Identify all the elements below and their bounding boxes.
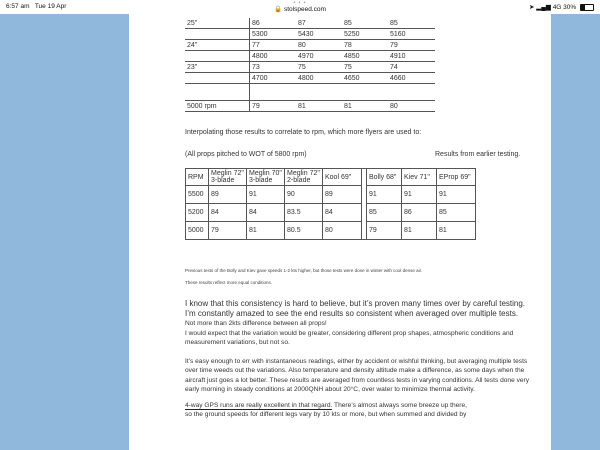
- table-cell: 86: [250, 18, 297, 29]
- table-row: [185, 18, 435, 29]
- table-row: [186, 204, 476, 222]
- earlier-results-note: [185, 150, 545, 159]
- table-cell: 91: [247, 186, 285, 204]
- table-header-cell: Meglin 72" 3-blade: [209, 169, 247, 186]
- table-cell: 85: [388, 18, 435, 29]
- table-cell: 84: [209, 204, 247, 222]
- status-right: [529, 3, 594, 11]
- location-icon: ➤: [529, 4, 535, 11]
- footnote-previous-tests: Previous tests of the Bolly and Kiev gave speeds 1-2 kts higher, but those tests were done in winter with cool dense air.: [185, 268, 423, 273]
- body-text-block: [185, 299, 537, 420]
- table-cell: [185, 73, 250, 84]
- table-cell: 81: [402, 222, 437, 240]
- table-cell: 86: [402, 204, 437, 222]
- footnote-equal-conditions: These results reflect more equal conditions.: [185, 280, 273, 285]
- table-row: [185, 29, 435, 40]
- table-cell: 77: [250, 40, 297, 51]
- prop-comparison-table: [185, 168, 476, 240]
- table-cell: [296, 84, 342, 101]
- table-cell: 84: [323, 204, 362, 222]
- table-cell: 79: [250, 101, 297, 112]
- paragraph-instantaneous: It’s easy enough to err with instantaneous readings, either by accident or wishful thinking, but averaging multiple tests over time weeds out the variations. Also temperature and density altitude make a difference, as some days when the aircraft just goes a lot better. These results are averaged from countless tests in varying conditions. All tests done very early morning in steady conditions at 2000QNH about 20°C, over water to minimize thermal activity.: [185, 357, 530, 393]
- table-row: [185, 40, 435, 51]
- table-cell: 4970: [296, 51, 342, 62]
- table-cell: 79: [367, 222, 402, 240]
- table-cell: 89: [323, 186, 362, 204]
- table-row: [185, 62, 435, 73]
- table-cell: 80: [296, 40, 342, 51]
- table-cell: [388, 84, 435, 101]
- paragraph-consistency: I know that this consistency is hard to believe, but it’s proven many times over by careful testing.: [185, 299, 526, 308]
- table-cell: 85: [437, 204, 476, 222]
- table-cell: 5250: [342, 29, 388, 40]
- table-header-cell: Meglin 72" 2-blade: [285, 169, 323, 186]
- table-cell: 5300: [250, 29, 297, 40]
- table-cell: 4700: [250, 73, 297, 84]
- table-cell: 75: [296, 62, 342, 73]
- paragraph-variation: I would expect that the variation would be greater, considering different prop shapes, atmospheric conditions and measurement variations, but not so.: [185, 329, 514, 346]
- table-cell: 80: [323, 222, 362, 240]
- table-cell: 5430: [296, 29, 342, 40]
- table-row: [185, 73, 435, 84]
- url-text: stolspeed.com: [283, 6, 326, 13]
- table-header-row: [186, 169, 476, 186]
- table-cell: 85: [367, 204, 402, 222]
- network-type: 4G: [552, 4, 562, 11]
- table-cell: [342, 84, 388, 101]
- article-page[interactable]: [129, 14, 551, 450]
- props-note: (All props pitched to WOT of 5800 rpm): [185, 151, 307, 158]
- table-header-cell: EProp 69": [437, 169, 476, 186]
- table-cell: 80: [388, 101, 435, 112]
- table-header-cell: Kiev 71": [402, 169, 437, 186]
- speed-table-top: [185, 18, 435, 112]
- table-header-cell: Bolly 68": [367, 169, 402, 186]
- table-cell: 83.5: [285, 204, 323, 222]
- table-cell: [185, 29, 250, 40]
- paragraph-amazed: I’m constantly amazed to see the end results so consistent when averaged over multiple tests.: [185, 309, 519, 318]
- table-cell: 4660: [388, 73, 435, 84]
- table-summary-row: [185, 101, 435, 112]
- table-cell: 4800: [250, 51, 297, 62]
- table-cell: 4910: [388, 51, 435, 62]
- table-cell: 81: [437, 222, 476, 240]
- table-cell: 85: [342, 18, 388, 29]
- table-header-cell: Kool 69": [323, 169, 362, 186]
- table-cell: 91: [402, 186, 437, 204]
- battery-percent: 30%: [563, 4, 577, 11]
- status-date: Tue 19 Apr: [34, 3, 67, 10]
- table-cell: 5000 rpm: [185, 101, 250, 112]
- table-row: [186, 222, 476, 240]
- table-cell: 75: [342, 62, 388, 73]
- table-row: [185, 51, 435, 62]
- url-bar[interactable]: [0, 5, 600, 13]
- battery-icon: [580, 4, 594, 11]
- table-cell: 5500: [186, 186, 209, 204]
- table-cell: [185, 51, 250, 62]
- multitask-dots[interactable]: • • •: [293, 0, 307, 6]
- status-time: 6:57 am: [6, 3, 30, 10]
- table-cell: 79: [388, 40, 435, 51]
- table-cell: 5000: [186, 222, 209, 240]
- table-cell: 24": [185, 40, 250, 51]
- paragraph-gps-rest: There’s almost always some breeze up there,: [332, 401, 467, 409]
- table-cell: 5200: [186, 204, 209, 222]
- table-header-cell: RPM: [186, 169, 209, 186]
- table-cell: 4650: [342, 73, 388, 84]
- signal-icon: ▂▄▆: [536, 4, 551, 11]
- highlighted-sentence: 4-way GPS runs are really excellent in that regard.: [185, 401, 333, 409]
- paragraph-gps-cut: so the ground speeds for different legs vary by 10 kts or more, but when summed and divided by: [185, 411, 467, 418]
- table-cell: 4800: [296, 73, 342, 84]
- table-cell: 74: [388, 62, 435, 73]
- table-cell: 90: [285, 186, 323, 204]
- lock-icon: 🔒: [274, 6, 283, 13]
- table-cell: 80.5: [285, 222, 323, 240]
- table-cell: 79: [209, 222, 247, 240]
- table-cell: [185, 84, 250, 101]
- table-header-cell: Meglin 70" 3-blade: [247, 169, 285, 186]
- table-cell: 81: [342, 101, 388, 112]
- status-bar: [0, 0, 600, 14]
- table-cell: 87: [296, 18, 342, 29]
- table-cell: 81: [296, 101, 342, 112]
- table-row: [186, 186, 476, 204]
- table-spacer-row: [185, 84, 435, 101]
- paragraph-gps: [185, 401, 537, 411]
- paragraph-spacer: [185, 348, 537, 357]
- table-cell: 84: [247, 204, 285, 222]
- table-cell: 81: [247, 222, 285, 240]
- table-cell: 25": [185, 18, 250, 29]
- table-cell: 23": [185, 62, 250, 73]
- table-cell: [250, 84, 297, 101]
- earlier-results-text: Results from earlier testing.: [435, 151, 521, 158]
- paragraph-difference: Not more than 2kts difference between all props!: [185, 320, 327, 327]
- table-cell: 73: [250, 62, 297, 73]
- table-cell: 78: [342, 40, 388, 51]
- table-cell: 91: [367, 186, 402, 204]
- interp-text: Interpolating those results to correlate to rpm, which more flyers are used to:: [185, 129, 422, 136]
- table-cell: 91: [437, 186, 476, 204]
- table-cell: 89: [209, 186, 247, 204]
- table-cell: 4850: [342, 51, 388, 62]
- table-cell: 5160: [388, 29, 435, 40]
